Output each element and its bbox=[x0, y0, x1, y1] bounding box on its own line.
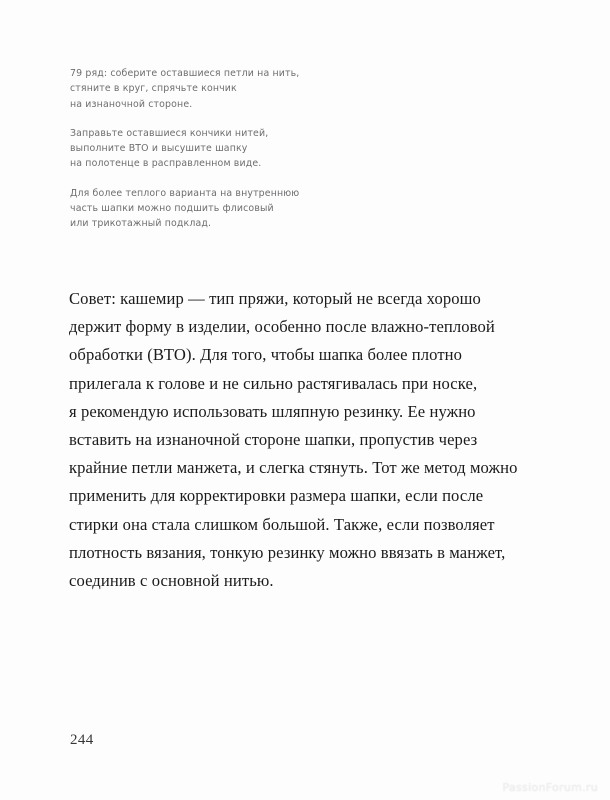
instruction-paragraph bbox=[70, 126, 490, 172]
instruction-line: Заправьте оставшиеся кончики нитей, bbox=[70, 127, 269, 139]
instruction-line: или трикотажный подклад. bbox=[70, 218, 212, 230]
body-line: вставить на изнаночной стороне шапки, пропустив через bbox=[69, 430, 478, 450]
instruction-line: выполните ВТО и высушите шапку bbox=[70, 143, 248, 155]
body-line: обработки (ВТО). Для того, чтобы шапка более плотно bbox=[69, 345, 463, 365]
instruction-paragraph bbox=[70, 186, 490, 232]
instruction-line: 79 ряд: соберите оставшиеся петли на нить, bbox=[70, 68, 300, 79]
instruction-line: часть шапки можно подшить флисовый bbox=[70, 203, 274, 215]
watermark: PassionForum.ru bbox=[502, 781, 598, 794]
body-line: стирки она стала слишком большой. Также, если позволяет bbox=[69, 514, 495, 534]
instruction-line: стяните в круг, спрячьте кончик bbox=[70, 83, 237, 95]
instruction-line: Для более теплого варианта на внутреннюю bbox=[70, 187, 300, 199]
body-line: применить для корректировки размера шапки, если после bbox=[69, 486, 484, 506]
body-line: плотность вязания, тонкую резинку можно ввязать в манжет, bbox=[69, 542, 506, 562]
instruction-line: на изнаночной стороне. bbox=[70, 98, 193, 110]
body-line: Совет: кашемир — тип пряжи, который не всегда хорошо bbox=[69, 289, 481, 308]
instruction-paragraph bbox=[70, 66, 490, 112]
body-line: прилегала к голове и не сильно растягивалась при носке, bbox=[69, 373, 478, 393]
instruction-line: на полотенце в расправленном виде. bbox=[70, 158, 262, 170]
body-line: я рекомендую использовать шляпную резинку. Ее нужно bbox=[69, 401, 476, 421]
body-paragraph bbox=[69, 285, 521, 595]
body-line: крайние петли манжета, и слегка стянуть. Тот же метод можно bbox=[69, 458, 518, 478]
body-line: держит форму в изделии, особенно после влажно-тепловой bbox=[69, 317, 495, 337]
page-number: 244 bbox=[70, 732, 94, 748]
instructions-block bbox=[70, 66, 490, 232]
body-line: соединив с основной нитью. bbox=[69, 571, 274, 591]
